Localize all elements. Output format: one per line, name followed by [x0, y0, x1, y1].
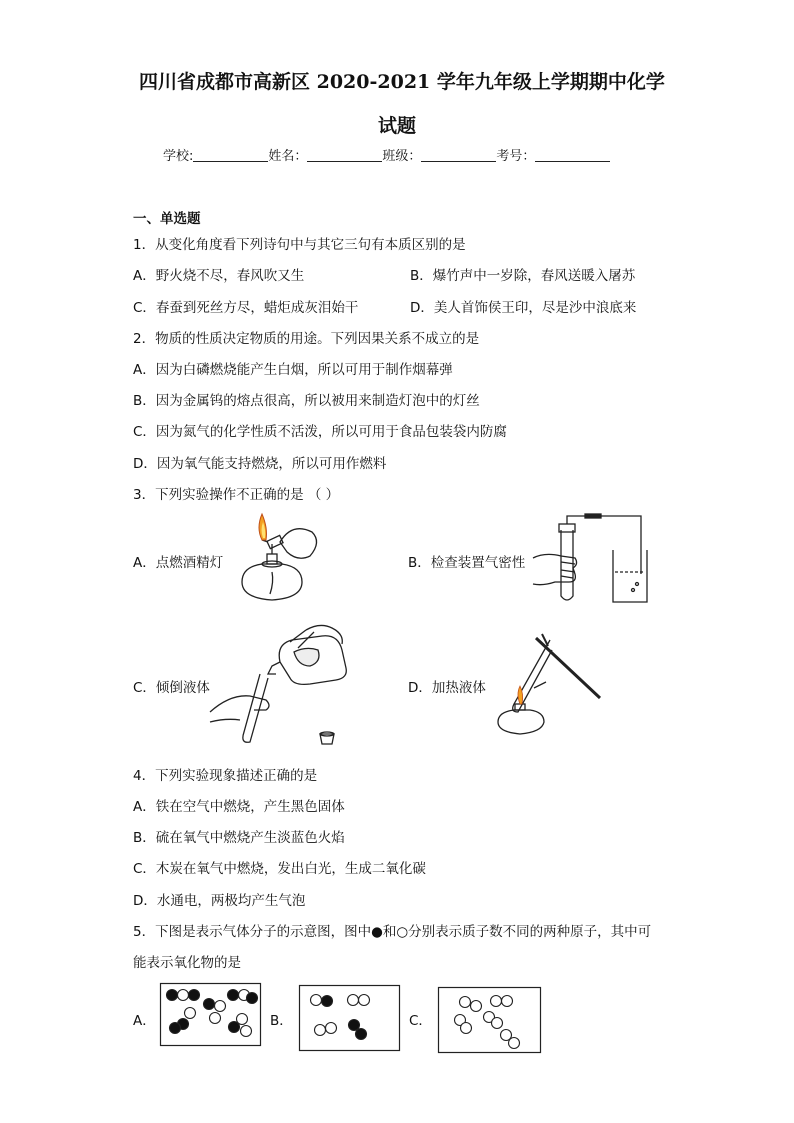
- page-title-line2: 试题: [378, 115, 417, 137]
- question-1-option-d: D．美人首饰侯王印，尽是沙中浪底来: [410, 300, 637, 316]
- question-2-stem: 2．物质的性质决定物质的用途。下列因果关系不成立的是: [133, 331, 480, 347]
- exam-no-label: 考号：: [496, 149, 536, 164]
- heating-liquid-illustration: [488, 628, 606, 740]
- pouring-liquid-illustration: [210, 622, 360, 752]
- name-blank[interactable]: [307, 147, 382, 162]
- school-blank[interactable]: [193, 147, 268, 162]
- class-label: 班级：: [382, 149, 422, 164]
- question-5-stem-line1: 5．下图是表示气体分子的示意图，图中●和○分别表示质子数不同的两种原子，其中可: [133, 924, 652, 940]
- question-1-option-a: A．野火烧不尽，春风吹又生: [133, 268, 305, 284]
- question-4-option-a: A．铁在空气中燃烧，产生黑色固体: [133, 799, 345, 815]
- question-1-option-c: C．春蚕到死丝方尽，蜡炬成灰泪始干: [133, 300, 359, 316]
- question-3-option-d: D．加热液体: [408, 680, 486, 696]
- school-label: 学校:: [163, 149, 194, 164]
- page-title-line1: 四川省成都市高新区 2020-2021 学年九年级上学期期中化学: [139, 71, 665, 93]
- question-4-option-b: B．硫在氧气中燃烧产生淡蓝色火焰: [133, 830, 345, 846]
- molecule-diagram-a: [160, 983, 261, 1046]
- question-2-option-a: A．因为白磷燃烧能产生白烟，所以可用于制作烟幕弹: [133, 362, 453, 378]
- question-5-option-c: C．: [409, 1013, 432, 1029]
- section-heading: 一、单选题: [133, 211, 201, 227]
- question-3-option-b: B．检查装置气密性: [408, 555, 526, 571]
- question-3-stem: 3．下列实验操作不正确的是 （ ）: [133, 487, 340, 503]
- question-2-option-b: B．因为金属钨的熔点很高，所以被用来制造灯泡中的灯丝: [133, 393, 480, 409]
- question-2-option-c: C．因为氮气的化学性质不活泼，所以可用于食品包装袋内防腐: [133, 424, 507, 440]
- question-4-option-d: D．水通电，两极均产生气泡: [133, 893, 306, 909]
- name-label: 姓名：: [268, 149, 308, 164]
- question-1-stem: 1．从变化角度看下列诗句中与其它三句有本质区别的是: [133, 237, 466, 253]
- question-3-option-c: C．倾倒液体: [133, 680, 210, 696]
- exam-no-blank[interactable]: [535, 147, 610, 162]
- class-blank[interactable]: [421, 147, 496, 162]
- molecule-diagram-b: [299, 985, 400, 1051]
- alcohol-lamp-lighting-illustration: [232, 512, 324, 604]
- question-5-option-a: A．: [133, 1013, 156, 1029]
- question-5-option-b: B．: [270, 1013, 293, 1029]
- question-4-stem: 4．下列实验现象描述正确的是: [133, 768, 318, 784]
- question-4-option-c: C．木炭在氧气中燃烧，发出白光，生成二氧化碳: [133, 861, 426, 877]
- question-2-option-d: D．因为氧气能支持燃烧，所以可用作燃料: [133, 456, 387, 472]
- student-info-row: [163, 145, 610, 164]
- question-1-option-b: B．爆竹声中一岁除，春风送暖入屠苏: [410, 268, 636, 284]
- question-5-stem-line2: 能表示氧化物的是: [133, 955, 241, 971]
- question-3-option-a: A．点燃酒精灯: [133, 555, 224, 571]
- airtightness-check-illustration: [525, 512, 655, 608]
- molecule-diagram-c: [438, 987, 541, 1053]
